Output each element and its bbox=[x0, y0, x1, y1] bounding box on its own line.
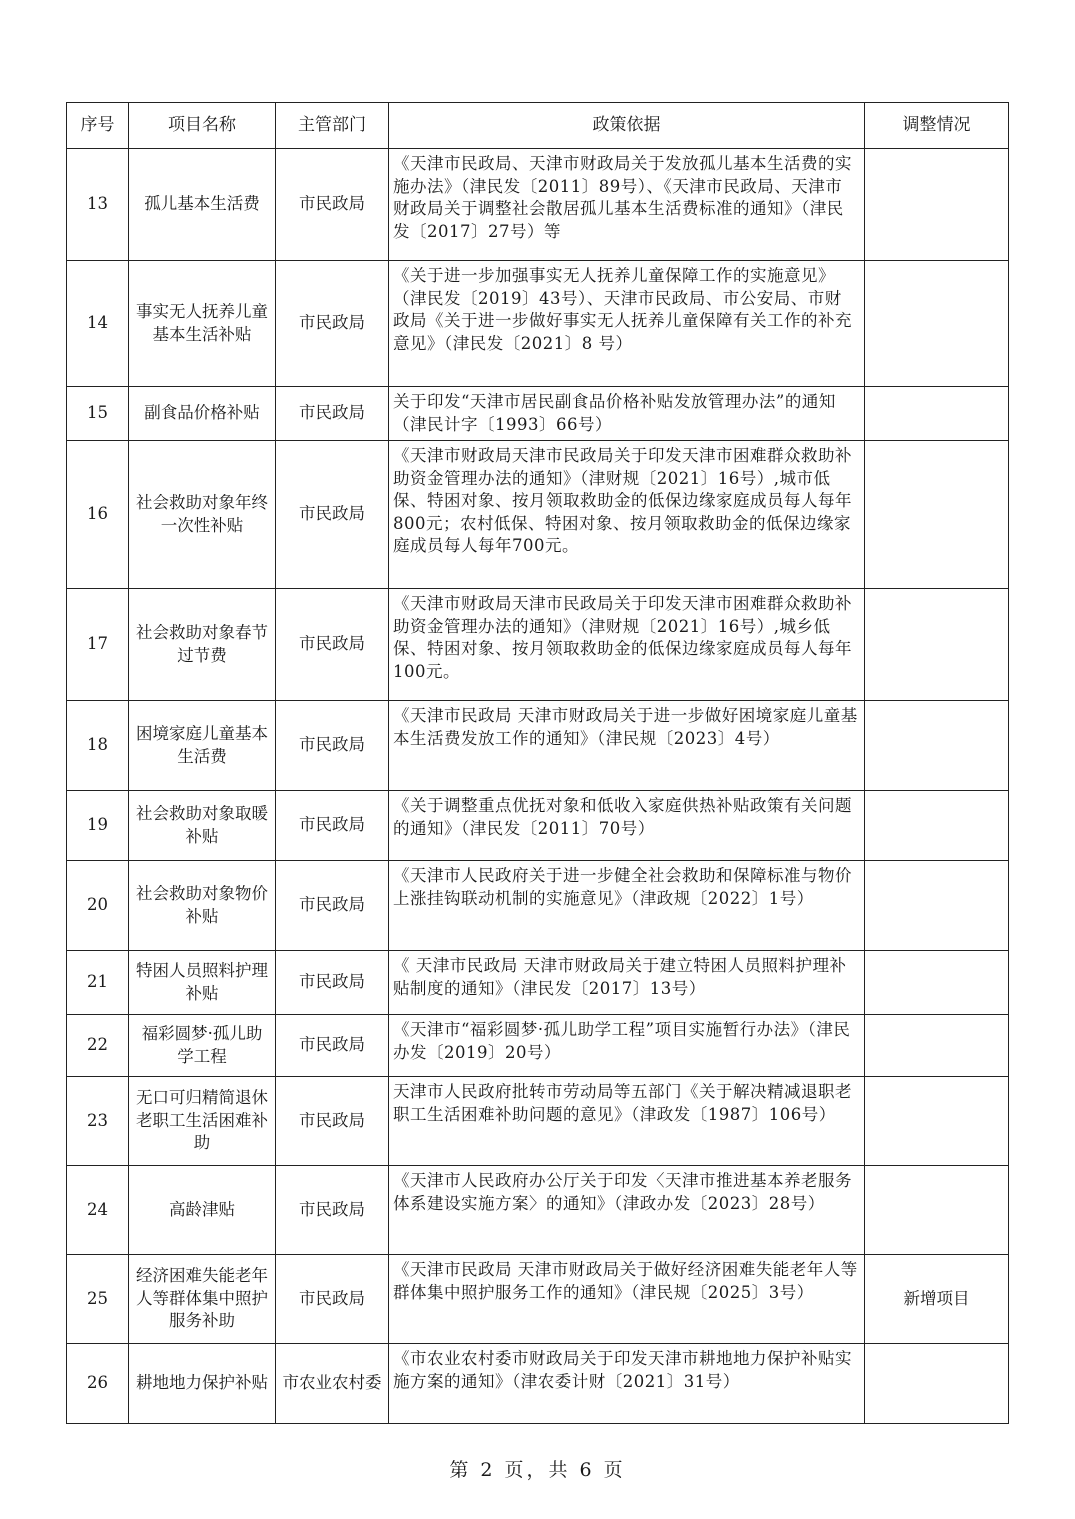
cell-policy-basis: 《天津市财政局天津市民政局关于印发天津市困难群众救助补助资金管理办法的通知》（津财规〔2021〕16号）,城乡低保、特困对象、按月领取救助金的低保边缘家庭成员每人每年100元。 bbox=[389, 589, 865, 701]
cell-policy-basis: 《天津市民政局、天津市财政局关于发放孤儿基本生活费的实施办法》（津民发〔2011〕89号）、《天津市民政局、天津市财政局关于调整社会散居孤儿基本生活费标准的通知》（津民发〔2017〕27号）等 bbox=[389, 149, 865, 261]
cell-adjustment bbox=[865, 1166, 1009, 1255]
cell-policy-basis: 《天津市“福彩圆梦·孤儿助学工程”项目实施暂行办法》（津民办发〔2019〕20号） bbox=[389, 1015, 865, 1077]
cell-adjustment bbox=[865, 261, 1009, 387]
cell-serial-number: 19 bbox=[67, 791, 129, 861]
cell-adjustment bbox=[865, 791, 1009, 861]
table-row bbox=[67, 791, 1009, 861]
table-header-row bbox=[67, 103, 1009, 149]
cell-policy-basis: 天津市人民政府批转市劳动局等五部门《关于解决精减退职老职工生活困难补助问题的意见》（津政发〔1987〕106号） bbox=[389, 1077, 865, 1166]
cell-adjustment bbox=[865, 861, 1009, 951]
cell-project-name: 无口可归精简退休老职工生活困难补助 bbox=[129, 1077, 276, 1166]
table-row bbox=[67, 1344, 1009, 1424]
cell-department: 市民政局 bbox=[276, 861, 389, 951]
cell-project-name: 福彩圆梦·孤儿助学工程 bbox=[129, 1015, 276, 1077]
cell-adjustment bbox=[865, 149, 1009, 261]
cell-adjustment bbox=[865, 589, 1009, 701]
cell-policy-basis: 《天津市财政局天津市民政局关于印发天津市困难群众救助补助资金管理办法的通知》（津财规〔2021〕16号）,城市低保、特困对象、按月领取救助金的低保边缘家庭成员每人每年800元；农村低保、特困对象、按月领取救助金的低保边缘家庭成员每人每年700元。 bbox=[389, 441, 865, 589]
table-row bbox=[67, 1077, 1009, 1166]
cell-policy-basis: 《天津市人民政府办公厅关于印发〈天津市推进基本养老服务体系建设实施方案〉的通知》（津政办发〔2023〕28号） bbox=[389, 1166, 865, 1255]
cell-policy-basis: 《天津市人民政府关于进一步健全社会救助和保障标准与物价上涨挂钩联动机制的实施意见》（津政规〔2022〕1号） bbox=[389, 861, 865, 951]
cell-policy-basis: 《市农业农村委市财政局关于印发天津市耕地地力保护补贴实施方案的通知》（津农委计财〔2021〕31号） bbox=[389, 1344, 865, 1424]
cell-department: 市民政局 bbox=[276, 589, 389, 701]
cell-project-name: 社会救助对象春节过节费 bbox=[129, 589, 276, 701]
cell-policy-basis: 《天津市民政局 天津市财政局关于做好经济困难失能老年人等群体集中照护服务工作的通知》（津民规〔2025〕3号） bbox=[389, 1255, 865, 1344]
table-row bbox=[67, 441, 1009, 589]
cell-department: 市民政局 bbox=[276, 951, 389, 1015]
cell-project-name: 社会救助对象年终一次性补贴 bbox=[129, 441, 276, 589]
header-project-name: 项目名称 bbox=[129, 103, 276, 149]
cell-adjustment bbox=[865, 951, 1009, 1015]
cell-department: 市民政局 bbox=[276, 261, 389, 387]
cell-project-name: 高龄津贴 bbox=[129, 1166, 276, 1255]
cell-department: 市民政局 bbox=[276, 149, 389, 261]
page-number: 第 2 页，共 6 页 bbox=[449, 1459, 626, 1481]
cell-project-name: 社会救助对象物价补贴 bbox=[129, 861, 276, 951]
header-policy-basis: 政策依据 bbox=[389, 103, 865, 149]
table-row bbox=[67, 261, 1009, 387]
table-row bbox=[67, 387, 1009, 441]
cell-project-name: 耕地地力保护补贴 bbox=[129, 1344, 276, 1424]
header-department: 主管部门 bbox=[276, 103, 389, 149]
cell-serial-number: 15 bbox=[67, 387, 129, 441]
table-row bbox=[67, 951, 1009, 1015]
cell-department: 市民政局 bbox=[276, 791, 389, 861]
table-row bbox=[67, 861, 1009, 951]
cell-policy-basis: 《关于调整重点优抚对象和低收入家庭供热补贴政策有关问题的通知》（津民发〔2011〕70号） bbox=[389, 791, 865, 861]
cell-department: 市民政局 bbox=[276, 701, 389, 791]
cell-project-name: 特困人员照料护理补贴 bbox=[129, 951, 276, 1015]
cell-adjustment bbox=[865, 387, 1009, 441]
cell-serial-number: 24 bbox=[67, 1166, 129, 1255]
cell-serial-number: 22 bbox=[67, 1015, 129, 1077]
cell-policy-basis: 《 天津市民政局 天津市财政局关于建立特困人员照料护理补贴制度的通知》（津民发〔2017〕13号） bbox=[389, 951, 865, 1015]
cell-project-name: 困境家庭儿童基本生活费 bbox=[129, 701, 276, 791]
document-page bbox=[66, 102, 1008, 1424]
cell-serial-number: 20 bbox=[67, 861, 129, 951]
cell-policy-basis: 关于印发“天津市居民副食品价格补贴发放管理办法”的通知 （津民计字〔1993〕66号） bbox=[389, 387, 865, 441]
table-row bbox=[67, 589, 1009, 701]
table-row bbox=[67, 1255, 1009, 1344]
cell-project-name: 经济困难失能老年人等群体集中照护服务补助 bbox=[129, 1255, 276, 1344]
cell-project-name: 副食品价格补贴 bbox=[129, 387, 276, 441]
cell-adjustment bbox=[865, 1344, 1009, 1424]
cell-department: 市农业农村委 bbox=[276, 1344, 389, 1424]
cell-department: 市民政局 bbox=[276, 441, 389, 589]
header-adjustment: 调整情况 bbox=[865, 103, 1009, 149]
cell-serial-number: 14 bbox=[67, 261, 129, 387]
cell-serial-number: 26 bbox=[67, 1344, 129, 1424]
cell-serial-number: 17 bbox=[67, 589, 129, 701]
cell-department: 市民政局 bbox=[276, 1077, 389, 1166]
cell-serial-number: 25 bbox=[67, 1255, 129, 1344]
cell-department: 市民政局 bbox=[276, 1015, 389, 1077]
cell-department: 市民政局 bbox=[276, 1166, 389, 1255]
cell-project-name: 社会救助对象取暖补贴 bbox=[129, 791, 276, 861]
table-row bbox=[67, 149, 1009, 261]
cell-department: 市民政局 bbox=[276, 387, 389, 441]
table-row bbox=[67, 1015, 1009, 1077]
cell-policy-basis: 《天津市民政局 天津市财政局关于进一步做好困境家庭儿童基本生活费发放工作的通知》（津民规〔2023〕4号） bbox=[389, 701, 865, 791]
cell-serial-number: 23 bbox=[67, 1077, 129, 1166]
cell-serial-number: 13 bbox=[67, 149, 129, 261]
cell-serial-number: 18 bbox=[67, 701, 129, 791]
cell-adjustment: 新增项目 bbox=[865, 1255, 1009, 1344]
cell-project-name: 孤儿基本生活费 bbox=[129, 149, 276, 261]
cell-policy-basis: 《关于进一步加强事实无人抚养儿童保障工作的实施意见》（津民发〔2019〕43号）、天津市民政局、市公安局、市财政局《关于进一步做好事实无人抚养儿童保障有关工作的补充意见》（津民发〔2021〕8 号） bbox=[389, 261, 865, 387]
cell-adjustment bbox=[865, 1077, 1009, 1166]
policy-table bbox=[66, 102, 1009, 1424]
cell-adjustment bbox=[865, 701, 1009, 791]
cell-project-name: 事实无人抚养儿童基本生活补贴 bbox=[129, 261, 276, 387]
cell-adjustment bbox=[865, 1015, 1009, 1077]
cell-department: 市民政局 bbox=[276, 1255, 389, 1344]
cell-serial-number: 16 bbox=[67, 441, 129, 589]
table-row bbox=[67, 1166, 1009, 1255]
cell-adjustment bbox=[865, 441, 1009, 589]
table-body bbox=[67, 149, 1009, 1424]
cell-serial-number: 21 bbox=[67, 951, 129, 1015]
table-row bbox=[67, 701, 1009, 791]
header-serial-number: 序号 bbox=[67, 103, 129, 149]
